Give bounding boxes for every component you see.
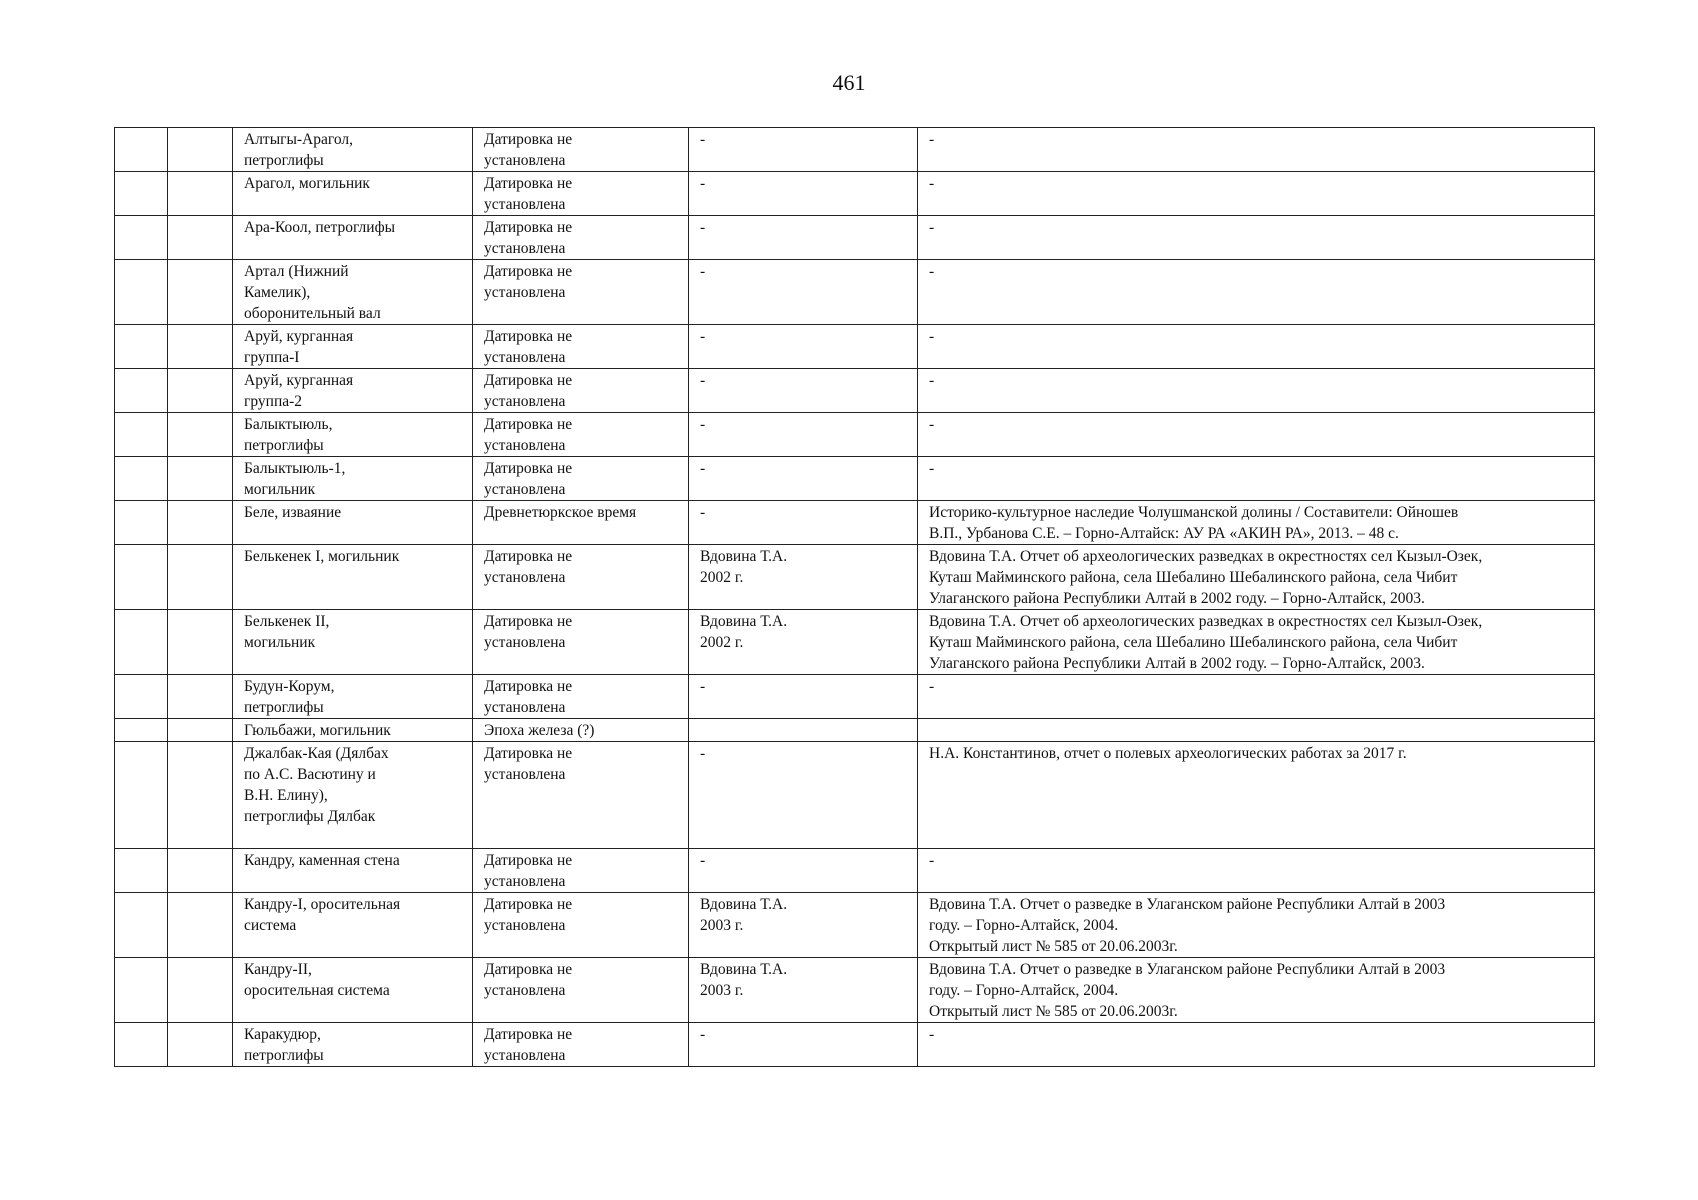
cell-code	[168, 413, 233, 457]
cell-code	[168, 325, 233, 369]
table-row	[115, 172, 1595, 216]
cell-site-name: Каракудюр, петроглифы	[233, 1023, 473, 1067]
cell-code	[168, 849, 233, 893]
cell-code	[168, 958, 233, 1023]
cell-dating: Датировка не установлена	[473, 457, 689, 501]
table-row	[115, 501, 1595, 545]
cell-source: -	[918, 325, 1595, 369]
cell-source: -	[918, 457, 1595, 501]
cell-number	[115, 545, 168, 610]
cell-number	[115, 128, 168, 172]
cell-code	[168, 545, 233, 610]
cell-dating: Древнетюркское время	[473, 501, 689, 545]
cell-number	[115, 501, 168, 545]
cell-site-name: Алтыгы-Арагол, петроглифы	[233, 128, 473, 172]
cell-researcher: Вдовина Т.А. 2003 г.	[689, 958, 918, 1023]
cell-code	[168, 128, 233, 172]
cell-researcher: Вдовина Т.А. 2003 г.	[689, 893, 918, 958]
cell-site-name: Балыктыюль, петроглифы	[233, 413, 473, 457]
table-row	[115, 675, 1595, 719]
cell-source: Вдовина Т.А. Отчет о разведке в Улаганском районе Республики Алтай в 2003 году. – Горно-Алтайск, 2004. Открытый лист № 585 от 20.06.2003г.	[918, 958, 1595, 1023]
cell-source: Вдовина Т.А. Отчет об археологических разведках в окрестностях сел Кызыл-Озек, Куташ Майминского района, села Шебалино Шебалинского района, села Чибит Улаганского района Республики Алтай в 2002 году. – Горно-Алтайск, 2003.	[918, 545, 1595, 610]
page-number: 461	[832, 70, 866, 95]
cell-number	[115, 958, 168, 1023]
cell-number	[115, 325, 168, 369]
cell-dating: Датировка не установлена	[473, 216, 689, 260]
cell-site-name: Белькенек II, могильник	[233, 610, 473, 675]
cell-dating: Датировка не установлена	[473, 369, 689, 413]
cell-researcher: -	[689, 675, 918, 719]
cell-researcher: Вдовина Т.А. 2002 г.	[689, 610, 918, 675]
cell-site-name: Кандру-I, оросительная система	[233, 893, 473, 958]
cell-researcher: -	[689, 325, 918, 369]
cell-number	[115, 610, 168, 675]
cell-researcher: -	[689, 413, 918, 457]
cell-number	[115, 413, 168, 457]
cell-dating: Датировка не установлена	[473, 172, 689, 216]
cell-source: Вдовина Т.А. Отчет о разведке в Улаганском районе Республики Алтай в 2003 году. – Горно-Алтайск, 2004. Открытый лист № 585 от 20.06.2003г.	[918, 893, 1595, 958]
cell-researcher	[689, 719, 918, 742]
cell-source: -	[918, 260, 1595, 325]
cell-dating: Датировка не установлена	[473, 325, 689, 369]
table-row	[115, 610, 1595, 675]
cell-number	[115, 216, 168, 260]
cell-source: -	[918, 675, 1595, 719]
cell-code	[168, 369, 233, 413]
cell-researcher: Вдовина Т.А. 2002 г.	[689, 545, 918, 610]
table-row	[115, 413, 1595, 457]
table-row	[115, 545, 1595, 610]
cell-code	[168, 457, 233, 501]
cell-site-name: Кандру, каменная стена	[233, 849, 473, 893]
cell-site-name: Ара-Коол, петроглифы	[233, 216, 473, 260]
cell-dating: Датировка не установлена	[473, 742, 689, 849]
table-row	[115, 849, 1595, 893]
cell-code	[168, 260, 233, 325]
cell-source: -	[918, 369, 1595, 413]
table-row	[115, 128, 1595, 172]
table-row	[115, 958, 1595, 1023]
cell-researcher: -	[689, 128, 918, 172]
cell-source: -	[918, 216, 1595, 260]
cell-number	[115, 172, 168, 216]
cell-researcher: -	[689, 849, 918, 893]
cell-code	[168, 172, 233, 216]
cell-number	[115, 260, 168, 325]
cell-code	[168, 742, 233, 849]
cell-dating: Датировка не установлена	[473, 893, 689, 958]
cell-number	[115, 675, 168, 719]
table-row	[115, 325, 1595, 369]
cell-dating: Датировка не установлена	[473, 128, 689, 172]
cell-source	[918, 719, 1595, 742]
cell-researcher: -	[689, 216, 918, 260]
cell-researcher: -	[689, 742, 918, 849]
cell-dating: Датировка не установлена	[473, 849, 689, 893]
cell-researcher: -	[689, 501, 918, 545]
cell-code	[168, 501, 233, 545]
cell-code	[168, 610, 233, 675]
cell-number	[115, 893, 168, 958]
cell-site-name: Аруй, курганная группа-2	[233, 369, 473, 413]
cell-site-name: Арагол, могильник	[233, 172, 473, 216]
cell-site-name: Кандру-II, оросительная система	[233, 958, 473, 1023]
cell-site-name: Джалбак-Кая (Дялбах по А.С. Васютину и В.Н. Елину), петроглифы Дялбак	[233, 742, 473, 849]
table-row	[115, 260, 1595, 325]
cell-code	[168, 216, 233, 260]
cell-code	[168, 1023, 233, 1067]
cell-site-name: Будун-Корум, петроглифы	[233, 675, 473, 719]
cell-source: Н.А. Константинов, отчет о полевых археологических работах за 2017 г.	[918, 742, 1595, 849]
heritage-registry-table	[114, 127, 1595, 1067]
cell-researcher: -	[689, 457, 918, 501]
cell-number	[115, 849, 168, 893]
cell-number	[115, 742, 168, 849]
cell-researcher: -	[689, 172, 918, 216]
cell-site-name: Артал (Нижний Камелик), оборонительный вал	[233, 260, 473, 325]
cell-researcher: -	[689, 260, 918, 325]
cell-dating: Датировка не установлена	[473, 545, 689, 610]
table-row	[115, 369, 1595, 413]
cell-site-name: Аруй, курганная группа-I	[233, 325, 473, 369]
cell-researcher: -	[689, 369, 918, 413]
cell-code	[168, 719, 233, 742]
cell-code	[168, 893, 233, 958]
cell-source: -	[918, 128, 1595, 172]
cell-number	[115, 369, 168, 413]
cell-site-name: Гюльбажи, могильник	[233, 719, 473, 742]
table-row	[115, 216, 1595, 260]
cell-source: -	[918, 413, 1595, 457]
cell-source: -	[918, 849, 1595, 893]
cell-source: Историко-культурное наследие Чолушманской долины / Составители: Ойношев В.П., Урбанова С.Е. – Горно-Алтайск: АУ РА «АКИН РА», 2013. – 48 с.	[918, 501, 1595, 545]
cell-dating: Датировка не установлена	[473, 675, 689, 719]
cell-site-name: Белькенек I, могильник	[233, 545, 473, 610]
cell-researcher: -	[689, 1023, 918, 1067]
cell-dating: Эпоха железа (?)	[473, 719, 689, 742]
table-row	[115, 893, 1595, 958]
cell-dating: Датировка не установлена	[473, 1023, 689, 1067]
cell-source: Вдовина Т.А. Отчет об археологических разведках в окрестностях сел Кызыл-Озек, Куташ Майминского района, села Шебалино Шебалинского района, села Чибит Улаганского района Республики Алтай в 2002 году. – Горно-Алтайск, 2003.	[918, 610, 1595, 675]
table-row	[115, 719, 1595, 742]
cell-number	[115, 457, 168, 501]
cell-dating: Датировка не установлена	[473, 260, 689, 325]
cell-source: -	[918, 1023, 1595, 1067]
cell-dating: Датировка не установлена	[473, 958, 689, 1023]
table-row	[115, 1023, 1595, 1067]
table-row	[115, 457, 1595, 501]
cell-site-name: Беле, изваяние	[233, 501, 473, 545]
cell-number	[115, 1023, 168, 1067]
cell-dating: Датировка не установлена	[473, 413, 689, 457]
table-row	[115, 742, 1595, 849]
cell-number	[115, 719, 168, 742]
cell-site-name: Балыктыюль-1, могильник	[233, 457, 473, 501]
cell-code	[168, 675, 233, 719]
cell-dating: Датировка не установлена	[473, 610, 689, 675]
cell-source: -	[918, 172, 1595, 216]
